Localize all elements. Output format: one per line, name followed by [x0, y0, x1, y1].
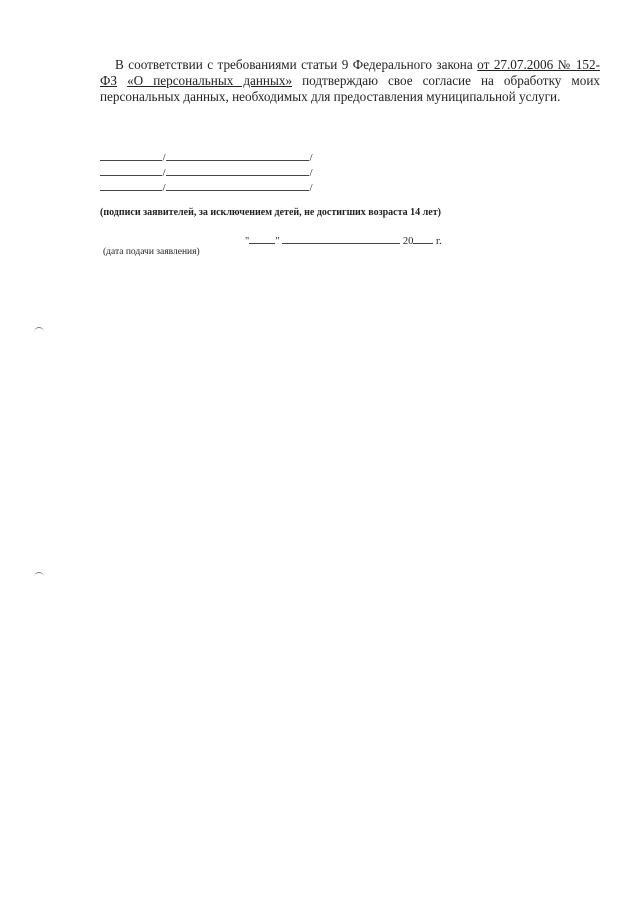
consent-paragraph	[100, 57, 600, 105]
consent-prefix: В соответствии с требованиями статьи 9 Федерального закона	[115, 57, 478, 72]
law-link[interactable]: от 27.07.2006 № 152-ФЗ	[100, 57, 600, 88]
quote-open: "	[245, 236, 250, 247]
signature-blank	[100, 180, 162, 191]
signature-row	[100, 180, 313, 194]
month-blank	[282, 233, 400, 244]
name-blank	[166, 165, 309, 176]
date-field	[245, 233, 442, 247]
year-prefix: 20	[402, 236, 414, 247]
signature-slash: /	[162, 182, 166, 194]
signature-slash: /	[309, 152, 313, 164]
signature-slash: /	[309, 182, 313, 194]
law-name-link[interactable]: «О персональных данных»	[127, 73, 293, 88]
name-blank	[166, 180, 309, 191]
signature-slash: /	[162, 167, 166, 179]
year-blank	[413, 233, 433, 244]
date-caption: (дата подачи заявления)	[103, 247, 200, 257]
signature-slash: /	[309, 167, 313, 179]
signature-blank	[100, 165, 162, 176]
year-suffix: г.	[435, 236, 442, 247]
signature-slash: /	[162, 152, 166, 164]
scan-mark	[34, 327, 44, 332]
quote-close: "	[275, 236, 280, 247]
day-blank	[249, 233, 275, 244]
signature-row	[100, 150, 313, 164]
name-blank	[166, 150, 309, 161]
consent-suffix: подтверждаю свое согласие на обработку моих персональных данных, необходимых для предоставления муниципальной услуги.	[100, 73, 600, 104]
signature-row	[100, 165, 313, 179]
scan-mark	[34, 572, 44, 577]
signature-blank	[100, 150, 162, 161]
signature-caption: (подписи заявителей, за исключением детей, не достигших возраста 14 лет)	[100, 207, 441, 218]
